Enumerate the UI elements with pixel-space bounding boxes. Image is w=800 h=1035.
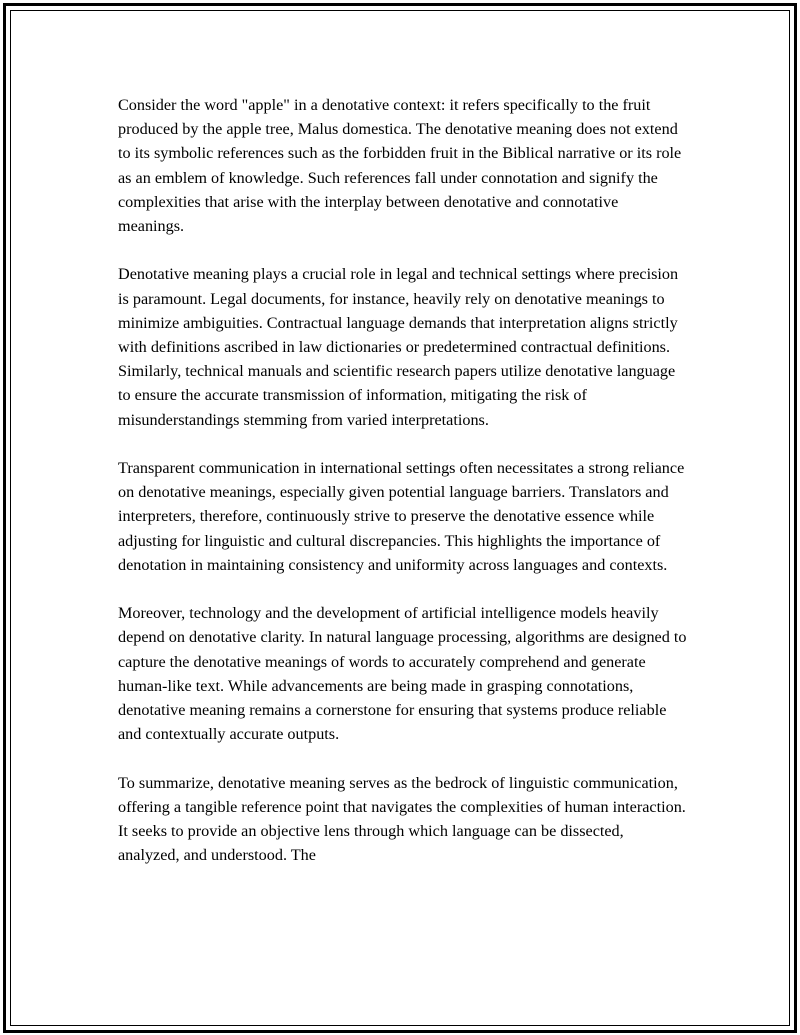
document-body	[118, 93, 688, 892]
paragraph-5: To summarize, denotative meaning serves as the bedrock of linguistic communication, offering a tangible reference point that navigates the complexities of human interaction. It seeks to provide an objective lens through which language can be dissected, analyzed, and understood. The	[118, 773, 686, 865]
paragraph-4: Moreover, technology and the development of artificial intelligence models heavily depend on denotative clarity. In natural language processing, algorithms are designed to capture the denotative meanings of words to accurately comprehend and generate human-like text. While advancements are being made in grasping connotations, denotative meaning remains a cornerstone for ensuring that systems produce reliable and contextually accurate outputs.	[118, 604, 687, 744]
paragraph-2: Denotative meaning plays a crucial role in legal and technical settings where precision is paramount. Legal documents, for instance, heavily rely on denotative meanings to minimize ambiguities. Contractual language demands that interpretation aligns strictly with definitions ascribed in law dictionaries or predetermined contractual definitions. Similarly, technical manuals and scientific research papers utilize denotative language to ensure the accurate transmission of information, mitigating the risk of misunderstandings stemming from varied interpretations.	[118, 265, 679, 429]
paragraph-1: Consider the word "apple" in a denotative context: it refers specifically to the fruit produced by the apple tree, Malus domestica. The denotative meaning does not extend to its symbolic references such as the forbidden fruit in the Biblical narrative or its role as an emblem of knowledge. Such references fall under connotation and signify the complexities that arise with the interplay between denotative and connotative meanings.	[118, 96, 682, 236]
paragraph-3: Transparent communication in international settings often necessitates a strong reliance on denotative meanings, especially given potential language barriers. Translators and interpreters, therefore, continuously strive to preserve the denotative essence while adjusting for linguistic and cultural discrepancies. This highlights the importance of denotation in maintaining consistency and uniformity across languages and contexts.	[118, 459, 685, 574]
